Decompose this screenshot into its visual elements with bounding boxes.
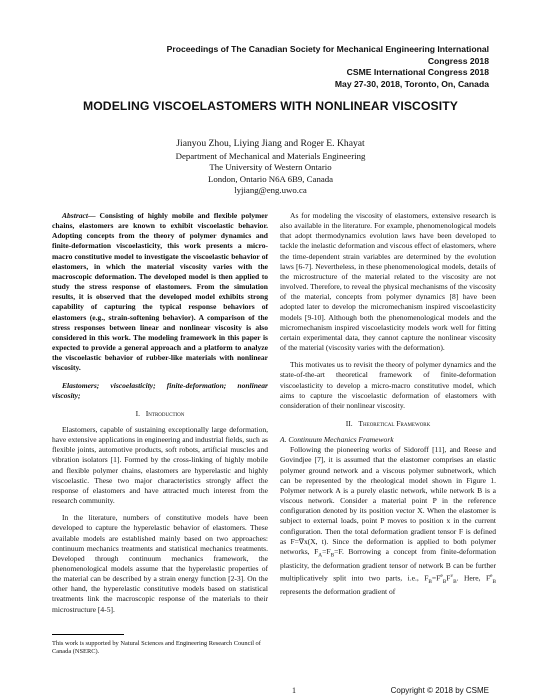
theory-heading-number: II. bbox=[345, 418, 353, 428]
theory-heading bbox=[280, 419, 496, 429]
abstract bbox=[52, 211, 268, 374]
author-block bbox=[0, 138, 541, 197]
intro-heading-text: Introduction bbox=[145, 408, 185, 418]
paper-title: MODELING VISCOELASTOMERS WITH NONLINEAR VISCOSITY bbox=[82, 99, 459, 113]
abstract-label: Abstract bbox=[62, 211, 88, 220]
intro-paragraph-2: In the literature, numbers of constitutive models have been developed to capture the hyperelastic behavior of elastomers. These available models are established mainly based on two approaches: continuum mechanics treatments and statistical mechanics treatments. Developed through continuum mechanics framework, the phenomenological models assume that the hyperelastic properties of the material can be described by a strain energy function [2-3]. On the other hand, the hyperelastic constitutive models based on statistical treatments link the macroscopic response of the materials to their microstructure [4-5]. bbox=[52, 513, 268, 614]
keywords-text: Elastomers; viscoelasticity; finite-deformation; nonlinear viscosity; bbox=[52, 380, 268, 400]
header-line-2: CSME International Congress 2018 bbox=[346, 67, 489, 78]
intro-heading-number: I. bbox=[135, 408, 141, 418]
theory-heading-text: Theoretical Framework bbox=[358, 418, 431, 428]
left-column bbox=[52, 211, 268, 615]
abstract-text: — Consisting of highly mobile and flexible polymer chains, elastomers are known to exhibit viscoelastic behavior. Adopting concepts from the theory of polymer dynamics and finite-deformation viscoelasticity, this work presents a micro-macro constitutive model to investigate the viscoelastic behavior of elastomers, in which the material viscosity varies with the macroscopic deformation. The developed model is then applied to study the stress response of elastomers. From the simulation results, it is observed that the developed model exhibits strong capability of capturing the typical response behaviors of elastomers (e.g., strain-softening behavior). A comparison of the stress responses between linear and nonlinear viscosity is also considered in this work. The modeling framework in this paper is expected to provide a general approach and a platform to analyze the viscoelastic behavior of rubber-like materials with nonlinear viscosity. bbox=[52, 211, 268, 373]
footnote-rule bbox=[52, 634, 124, 635]
right-column bbox=[280, 211, 496, 597]
intro-paragraph-4: This motivates us to revisit the theory of polymer dynamics and the state-of-the-art theoretical framework of finite-deformation viscoelasticity to develop a micro-macro constitutive model, which aims to capture the viscoelastic deformation of elastomers with consideration of their nonlinear viscosity. bbox=[280, 360, 496, 410]
author-names: Jianyou Zhou, Liying Jiang and Roger E. Khayat bbox=[176, 138, 365, 149]
intro-paragraph-1: Elastomers, capable of sustaining exceptionally large deformation, have extensive applications in engineering and industrial fields, such as flexible joints, automotive products, soft robots, artificial muscles and vibration isolators [1]. Formed by the cross-linking of highly mobile and flexible polymer chains, elastomers are hyperelastic and highly viscoelastic. These two major characteristics strongly affect the response of elastomers and have attracted much interest from the research community. bbox=[52, 424, 268, 506]
theory-paragraph-1: Following the pioneering works of Sidoroff [11], and Reese and Govindjee [7], it is assumed that the elastomer comprises an elastic polymer ground network and a viscous polymer subnetwork, which can be represented by the rheological model shown in Figure 1. Polymer network A is a purely elastic network, while network B is a viscous network. Consider a material point P in the reference configuration denoted by its position vector X. When the elastomer is subject to external loads, point P moves to position x in the current configuration. Then the total deformation gradient tensor F is defined as F=∇x(X, t). Since the deformation is applied to both polymer networks, $F_A=F_B=F$. Borrowing a concept from finite-deformation plasticity, the deformation gradient tensor of network B can be further multiplicatively split into two parts, i.e., $F_B=F^e_BF^v_B$. Here, $F^e_B$ represents the deformation gradient of bbox=[280, 445, 497, 596]
keywords bbox=[52, 381, 268, 401]
theory-subsection-heading: A. Continuum Mechanics Framework bbox=[280, 435, 394, 445]
author-department: Department of Mechanical and Materials Engineering bbox=[175, 150, 366, 161]
author-city: London, Ontario N6A 6B9, Canada bbox=[207, 173, 334, 184]
intro-paragraph-3: As for modeling the viscosity of elastomers, extensive research is also available in the literature. For example, phenomenological models that adopt thermodynamics evolution laws have been developed to tackle the inelastic deformation and viscous effect of elastomers, where the time-dependent strain variables are determined by the evolution laws [6-7]. Nevertheless, in these phenomenological models, details of the microstructure of the material related to the viscosity are not involved. Therefore, to reveal the physical mechanisms of the viscosity of the material, concepts from polymer dynamics [8] have been adopted later to develop the micromechanism inspired viscoelasticity models [9-10]. Although both the phenomenological models and the micromechanism inspired viscoelasticity models work well for fitting certain experimental data, they cannot capture the nonlinear viscosity of the material (viscosity varies with the deformation). bbox=[280, 211, 496, 353]
author-university: The University of Western Ontario bbox=[209, 162, 332, 173]
header-line-3: May 27-30, 2018, Toronto, On, Canada bbox=[334, 78, 489, 89]
footnote: This work is supported by Natural Sciences and Engineering Research Council of Canada (NSERC). bbox=[52, 640, 261, 656]
author-email: lyjiang@eng.uwo.ca bbox=[234, 185, 307, 196]
intro-heading bbox=[52, 409, 268, 419]
proceedings-header bbox=[129, 44, 489, 90]
page-number: 1 bbox=[292, 686, 296, 695]
copyright: Copyright © 2018 by CSME bbox=[390, 686, 489, 695]
header-line-1: Proceedings of The Canadian Society for Mechanical Engineering International Congress 2018 bbox=[166, 44, 489, 66]
